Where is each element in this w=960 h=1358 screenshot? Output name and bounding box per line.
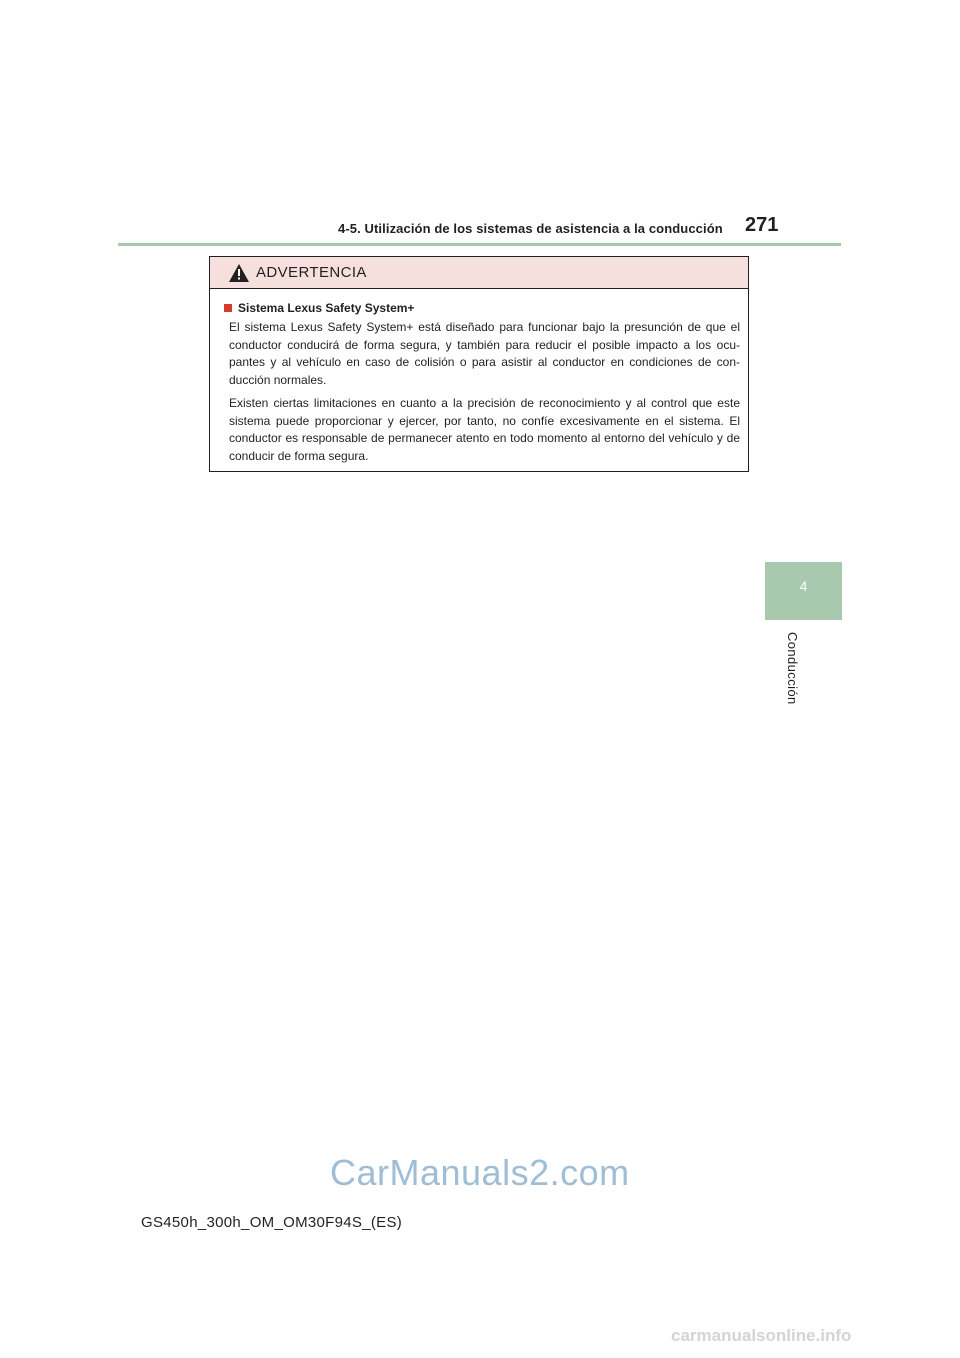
warning-item-title-text: Sistema Lexus Safety System+	[238, 301, 415, 315]
square-bullet-icon	[224, 304, 232, 312]
warning-box	[209, 256, 749, 472]
warning-paragraph: El sistema Lexus Safety System+ está diseñado para funcionar bajo la presunción de que el conductor conducirá de forma segura, y también para reducir el posible impacto a los ocu-pantes y al vehículo en caso de colisión o para asistir al conductor en condiciones de con-ducción normales.	[229, 320, 740, 387]
section-title: 4-5. Utilización de los sistemas de asistencia a la conducción	[338, 221, 723, 236]
warning-item-title	[224, 301, 740, 315]
warning-title: ADVERTENCIA	[256, 264, 367, 281]
chapter-tab	[765, 562, 842, 620]
warning-paragraph: Existen ciertas limitaciones en cuanto a la precisión de reconocimiento y al control que este sistema puede proporcionar y ejercer, por tanto, no confíe excesivamente en el sistema. El conductor es responsable de permanecer atento en todo momento al entorno del vehículo y de conducir de forma segura.	[229, 396, 740, 463]
chapter-label: Conducción	[785, 632, 800, 705]
chapter-number: 4	[799, 578, 808, 594]
header-rule	[118, 243, 841, 246]
watermark-carmanualsonline: carmanualsonline.info	[671, 1326, 852, 1345]
watermark-carmanuals2: CarManuals2.com	[330, 1152, 630, 1193]
page-number: 271	[745, 214, 779, 236]
document-code: GS450h_300h_OM_OM30F94S_(ES)	[141, 1214, 403, 1231]
warning-body	[224, 301, 740, 465]
warning-header	[210, 257, 748, 289]
warning-icon	[229, 264, 249, 282]
